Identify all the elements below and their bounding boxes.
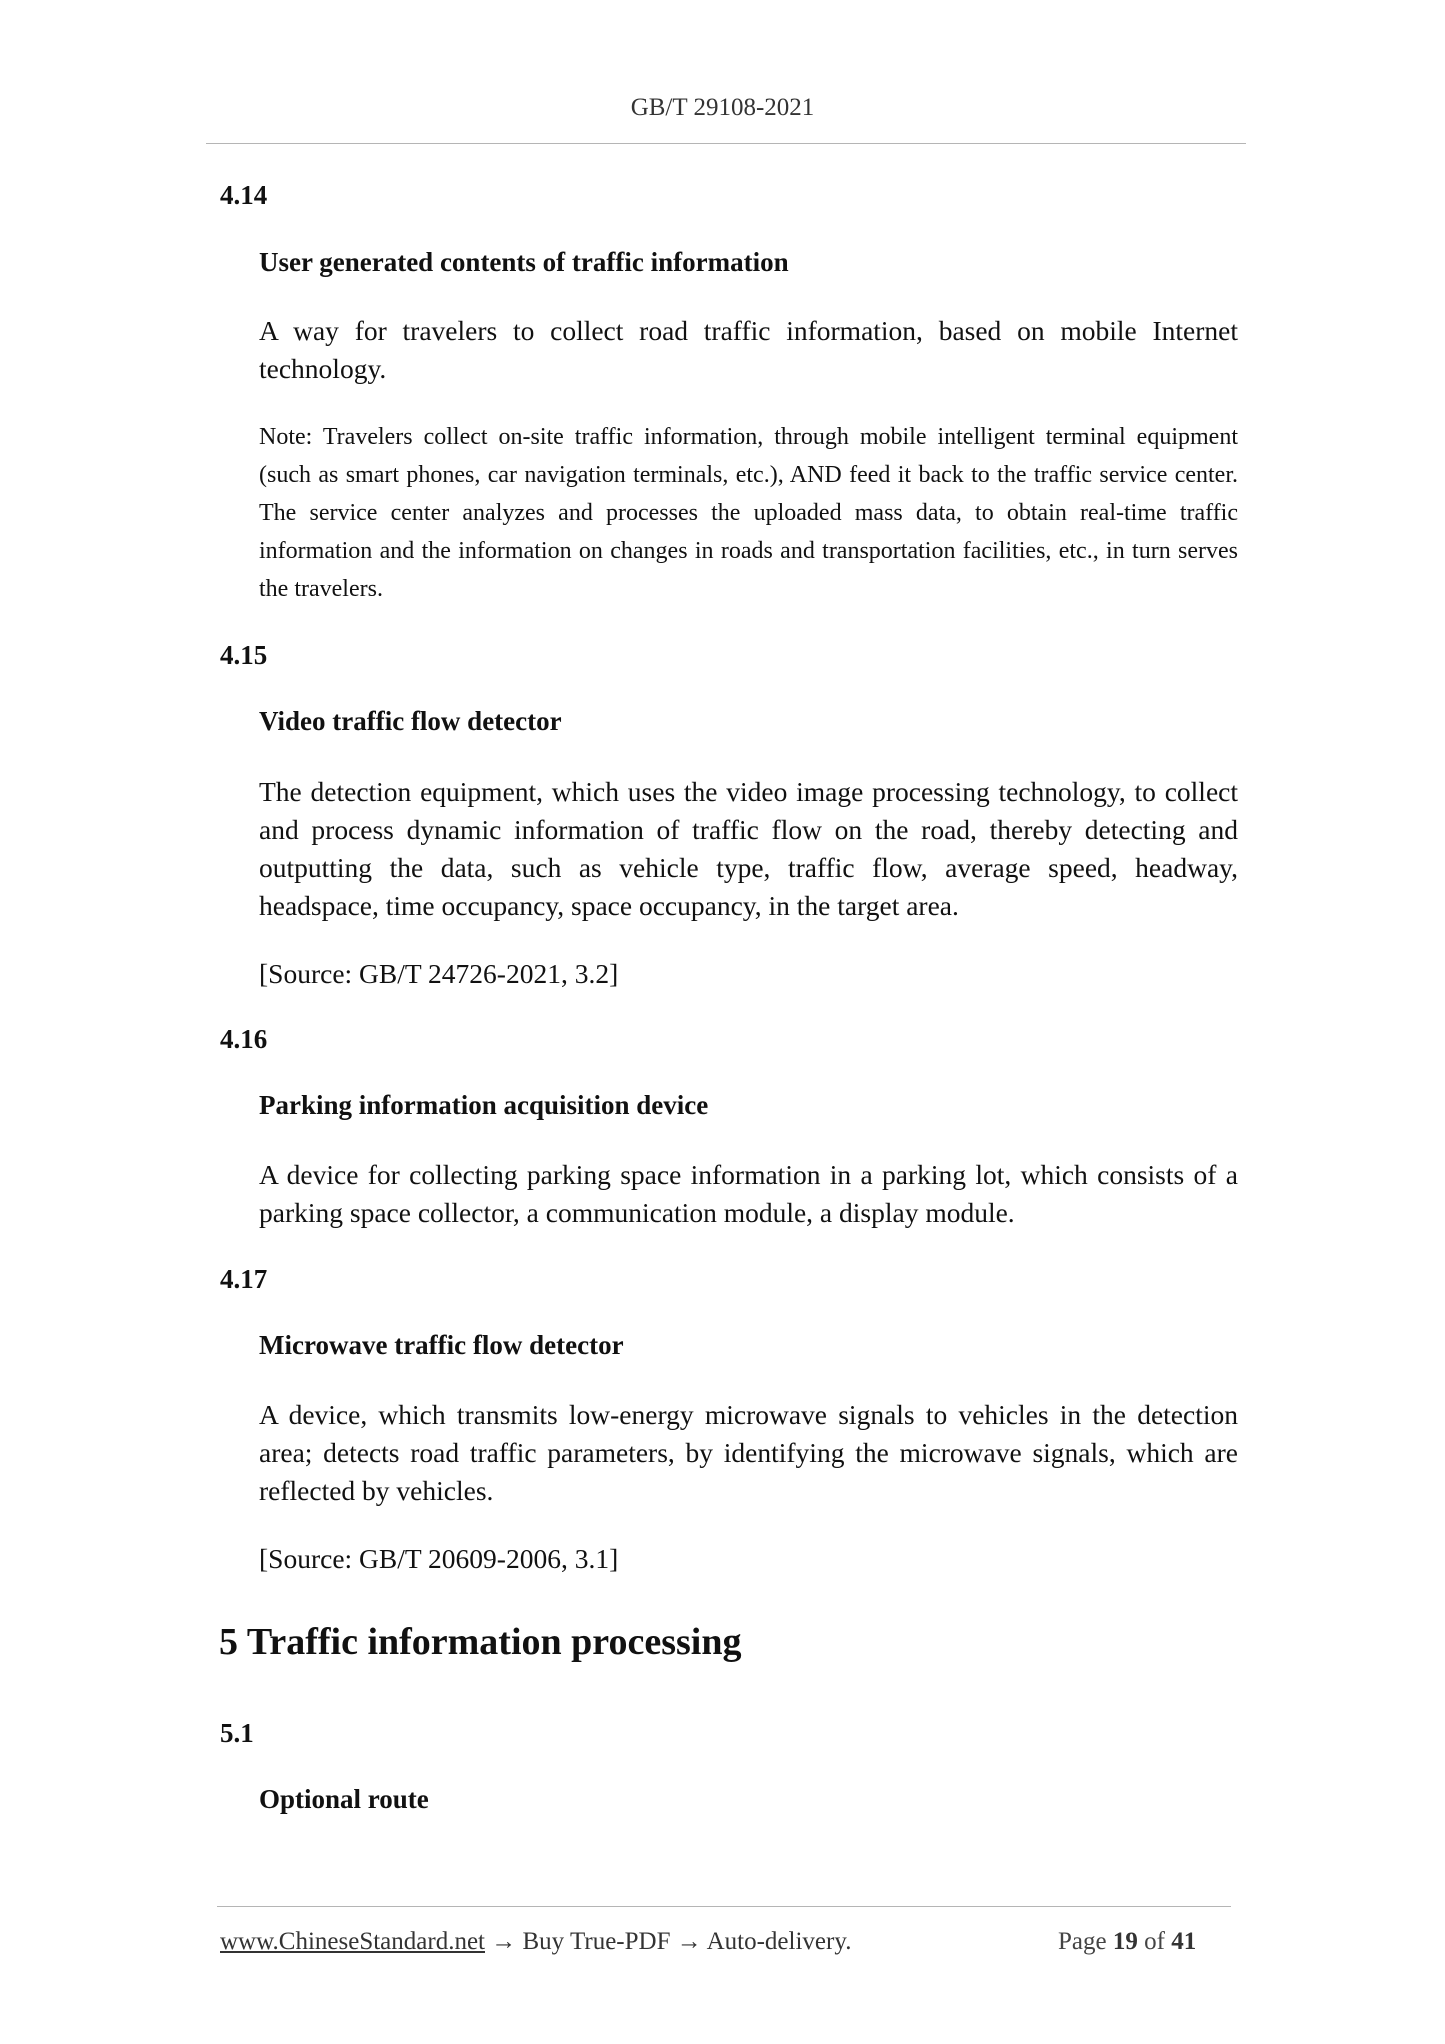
entry-number: 4.14 bbox=[220, 180, 268, 210]
subsection-term: Optional route bbox=[259, 1784, 429, 1814]
entry-term: Microwave traffic flow detector bbox=[259, 1330, 624, 1360]
subsection-number: 5.1 bbox=[220, 1718, 254, 1748]
entry-term: Video traffic flow detector bbox=[259, 706, 562, 736]
entry-source: [Source: GB/T 20609-2006, 3.1] bbox=[259, 1543, 619, 1574]
entry-source: [Source: GB/T 24726-2021, 3.2] bbox=[259, 958, 619, 989]
of-label: of bbox=[1144, 1928, 1165, 1955]
arrow-right-icon: → bbox=[491, 1928, 517, 1955]
entry-definition: A device for collecting parking space information in a parking lot, which consists of a parking space collector, a communication module, a display module. bbox=[259, 1159, 1238, 1228]
footer-links bbox=[220, 1928, 851, 1956]
entry-term: User generated contents of traffic information bbox=[259, 247, 789, 277]
entry-definition: The detection equipment, which uses the video image processing technology, to collect and process dynamic information of traffic flow on the road, thereby detecting and outputting the data, such as vehicle type, traffic flow, average speed, headway, headspace, time occupancy, space occupancy, in the target area. bbox=[259, 776, 1238, 921]
page-current: 19 bbox=[1112, 1928, 1138, 1955]
arrow-right-icon: → bbox=[676, 1928, 702, 1955]
page-total: 41 bbox=[1171, 1928, 1197, 1955]
page-indicator bbox=[1058, 1928, 1196, 1956]
page-label: Page bbox=[1058, 1928, 1107, 1955]
site-link[interactable]: www.ChineseStandard.net bbox=[220, 1928, 485, 1955]
entry-definition: A device, which transmits low-energy microwave signals to vehicles in the detection area; detects road traffic parameters, by identifying the microwave signals, which are reflected by vehicles. bbox=[259, 1399, 1238, 1506]
footer-rule bbox=[217, 1906, 1231, 1907]
entry-term: Parking information acquisition device bbox=[259, 1090, 709, 1120]
section-heading: 5 Traffic information processing bbox=[219, 1621, 742, 1663]
entry-number: 4.15 bbox=[220, 640, 268, 670]
header-rule bbox=[206, 143, 1246, 144]
entry-definition: A way for travelers to collect road traffic information, based on mobile Internet technology. bbox=[259, 315, 1238, 384]
entry-number: 4.16 bbox=[220, 1024, 268, 1054]
delivery-text: Auto-delivery. bbox=[706, 1928, 852, 1955]
buy-pdf-link[interactable]: Buy True-PDF bbox=[522, 1928, 671, 1955]
entry-number: 4.17 bbox=[220, 1264, 268, 1294]
entry-note: Note: Travelers collect on-site traffic information, through mobile intelligent terminal equipment (such as smart phones, car navigation terminals, etc.), AND feed it back to the traffic service center. The service center analyzes and processes the uploaded mass data, to obtain real-time traffic information and the information on changes in roads and transportation facilities, etc., in turn serves the travelers. bbox=[259, 424, 1238, 602]
header-title: GB/T 29108-2021 bbox=[630, 94, 815, 121]
